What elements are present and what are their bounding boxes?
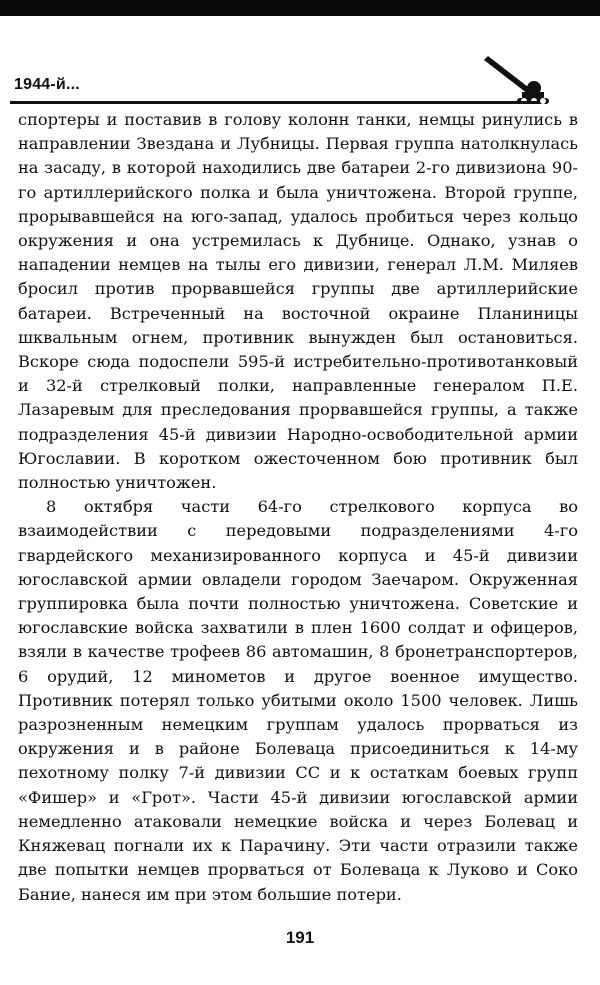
header-rule — [10, 101, 540, 104]
top-edge-bar — [0, 0, 600, 16]
paragraph: 8 октября части 64-го стрелкового корпуса во взаимодействии с передовыми подразделениями 4-го гвардейского механизированного корпуса и 45-й дивизии югославской армии овладели городом Заечаром. Окруженная группировка была почти полностью уничтожена. Советские и югославские войска захватили в плен 1600 солдат и офицеров, взяли в качестве трофеев 86 автомашин, 8 бронетранспортеров, 6 орудий, 12 минометов и другое военное имущество. Противник потерял только убитыми около 1500 человек. Лишь разрозненным немецким группам удалось прорваться из окружения и в районе Болеваца присоединиться к 14-му пехотному полку 7-й дивизии СС и к остаткам боевых групп «Фишер» и «Грот». Части 45-й дивизии югославской армии немедленно атаковали немецкие войска и через Болевац и Княжевац погнали их к Парачину. Эти части отразили также две попытки немцев прорваться от Болеваца к Луково и Соко Бание, нанеся им при этом большие потери. — [18, 497, 578, 904]
cannon-icon — [482, 54, 552, 106]
cannon-barrel — [484, 56, 532, 94]
paragraph: спортеры и поставив в голову колонн танки, немцы ринулись в направлении Звездана и Лубницы. Первая группа натолкнулась на засаду, в которой находились две батареи 2-го дивизиона 90-го артиллерийского полка и была уничтожена. Второй группе, прорывавшейся на юго-запад, удалось пробиться через кольцо окружения и она устремилась к Дубнице. Однако, узнав о нападении немцев на тылы его дивизии, генерал Л.М. Миляев бросил против прорвавшейся группы две артиллерийские батареи. Встреченный на восточной окраине Планиницы шквальным огнем, противник вынужден был остановиться. Вскоре сюда подоспели 595-й истребительно-противотанковый и 32-й стрелковый полки, направленные генералом П.Е. Лазаревым для преследования прорвавшейся группы, а также подразделения 45-й дивизии Народно-освободительной армии Югославии. В коротком ожесточенном бою противник был полностью уничтожен. — [18, 110, 578, 493]
running-title: 1944-й... — [14, 76, 80, 93]
page-number: 191 — [285, 928, 315, 947]
cannon-wheel-3 — [540, 98, 546, 104]
cannon-turret — [527, 81, 541, 95]
body-text — [18, 108, 578, 907]
